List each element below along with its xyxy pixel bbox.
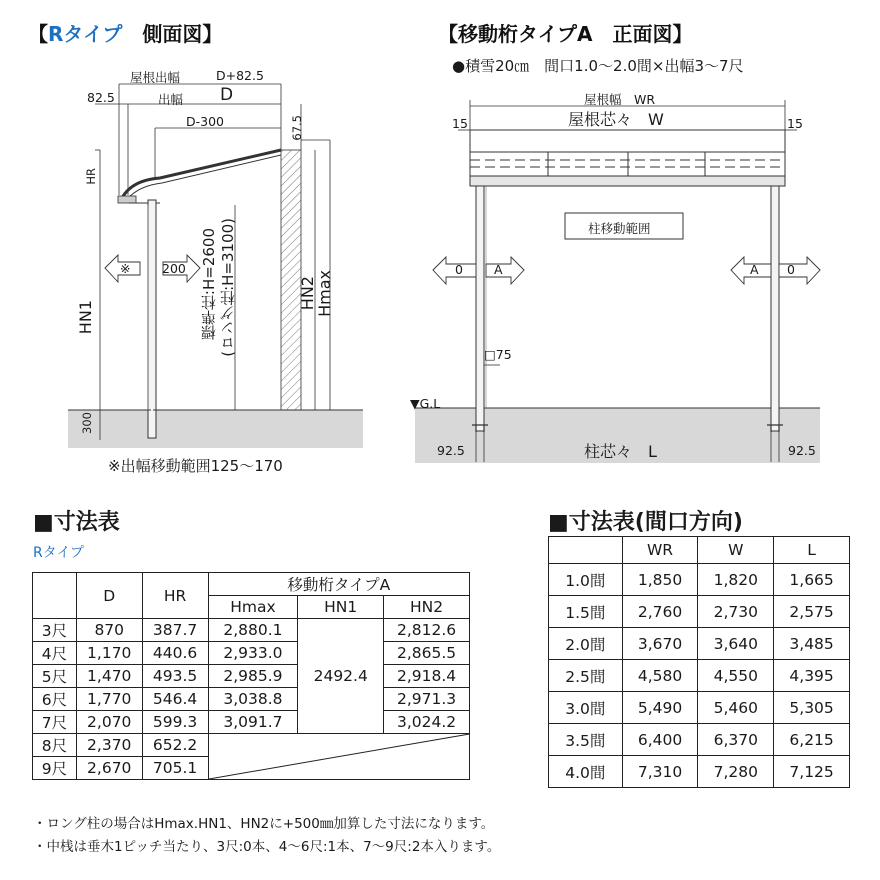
- dim-15-left: 15: [452, 116, 468, 131]
- header-hn2: HN2: [384, 596, 470, 619]
- table-row: 8尺 2,370 652.2: [33, 734, 470, 757]
- dim-d-plus: D+82.5: [216, 68, 264, 83]
- table-row: 6尺 1,770 546.4 3,038.8 2,971.3: [33, 688, 470, 711]
- dim-roof-center-w: 屋根芯々 W: [568, 110, 664, 129]
- header-d: D: [76, 573, 142, 619]
- header-size: [33, 573, 77, 619]
- table1-heading: ■寸法表: [33, 510, 120, 535]
- dim-projection: 出幅: [158, 92, 184, 107]
- dim-92-5-right: 92.5: [788, 443, 816, 458]
- arrow-0-left: 0: [455, 262, 463, 277]
- dimension-table-frontage: [548, 536, 850, 788]
- post-range-label: 柱移動範囲: [588, 221, 651, 236]
- dim-67-5: 67.5: [290, 115, 304, 141]
- side-footnote: ※出幅移動範囲125〜170: [108, 457, 283, 475]
- table2-heading: ■寸法表(間口方向): [548, 510, 743, 535]
- note-long-post: ・ロング柱の場合はHmax.HN1、HN2に+500㎜加算した寸法になります。: [33, 816, 495, 832]
- header-hr: HR: [142, 573, 208, 619]
- dim-92-5-left: 92.5: [437, 443, 465, 458]
- arrow-a-left: A: [494, 262, 503, 277]
- note-mark: ※: [120, 261, 131, 276]
- table1-subheading: Rタイプ: [33, 545, 85, 561]
- header-wr: WR: [622, 537, 698, 564]
- table-row: 3尺 870 387.7 2,880.1 2492.4 2,812.6: [33, 619, 470, 642]
- table-row: 4尺 1,170 440.6 2,933.0 2,865.5: [33, 642, 470, 665]
- dim-200: 200: [162, 261, 186, 276]
- diagonal-slash: [209, 734, 469, 779]
- table-header-row: [549, 537, 850, 564]
- table-row: 5尺 1,470 493.5 2,985.9 2,918.4: [33, 665, 470, 688]
- dim-d-minus: D-300: [186, 114, 224, 129]
- long-post-label: (ロング柱:H=3100): [219, 218, 237, 357]
- dim-15-right: 15: [787, 116, 803, 131]
- side-view-title: 【Rタイプ 側面図】: [28, 22, 223, 46]
- header-w: W: [698, 537, 774, 564]
- table-row: 1.0間 1,850 1,820 1,665: [549, 564, 850, 596]
- dim-hn1: HN1: [76, 300, 95, 335]
- front-view-drawing: [400, 80, 840, 480]
- table-row: 2.5間 4,580 4,550 4,395: [549, 660, 850, 692]
- hn1-merged-cell: 2492.4: [298, 619, 384, 734]
- header-hmax: Hmax: [208, 596, 298, 619]
- dim-hr: HR: [84, 168, 98, 185]
- table-row: 3.0間 5,490 5,460 5,305: [549, 692, 850, 724]
- dim-82-5: 82.5: [87, 90, 115, 105]
- dimension-table-r: [32, 572, 470, 780]
- not-applicable-cell: [208, 734, 469, 780]
- std-post-label: 標準柱:H=2600: [200, 228, 218, 341]
- front-view-subtitle: ●積雪20㎝ 間口1.0〜2.0間×出幅3〜7尺: [452, 57, 744, 75]
- dim-roof-width: 屋根出幅: [130, 70, 181, 85]
- arrow-a-right: A: [750, 262, 759, 277]
- header-l: L: [774, 537, 850, 564]
- table-header-row: [33, 573, 470, 596]
- table-row: 7尺 2,070 599.3 3,091.7 3,024.2: [33, 711, 470, 734]
- note-mid-rail: ・中桟は垂木1ピッチ当たり、3尺:0本、4〜6尺:1本、7〜9尺:2本入ります。: [33, 839, 501, 855]
- table-row: 1.5間 2,760 2,730 2,575: [549, 596, 850, 628]
- front-view-title: 【移動桁タイプA 正面図】: [438, 22, 693, 46]
- header-hn1: HN1: [298, 596, 384, 619]
- gl-label: ▼G.L: [410, 396, 441, 411]
- post-size-label: □75: [484, 347, 512, 362]
- table-row: 2.0間 3,670 3,640 3,485: [549, 628, 850, 660]
- table-row: 4.0間 7,310 7,280 7,125: [549, 756, 850, 788]
- arrow-0-right: 0: [787, 262, 795, 277]
- header-size: [549, 537, 623, 564]
- dim-d: D: [220, 85, 234, 105]
- dim-post-center-l: 柱芯々 L: [584, 442, 657, 461]
- dim-300: 300: [80, 412, 94, 434]
- table-row: 9尺 2,670 705.1: [33, 757, 470, 780]
- dim-hn2: HN2: [298, 276, 317, 311]
- header-group: 移動桁タイプA: [208, 573, 469, 596]
- table-row: 3.5間 6,400 6,370 6,215: [549, 724, 850, 756]
- dim-hmax: Hmax: [315, 270, 334, 317]
- dim-roof-width-wr: 屋根幅 WR: [584, 92, 656, 107]
